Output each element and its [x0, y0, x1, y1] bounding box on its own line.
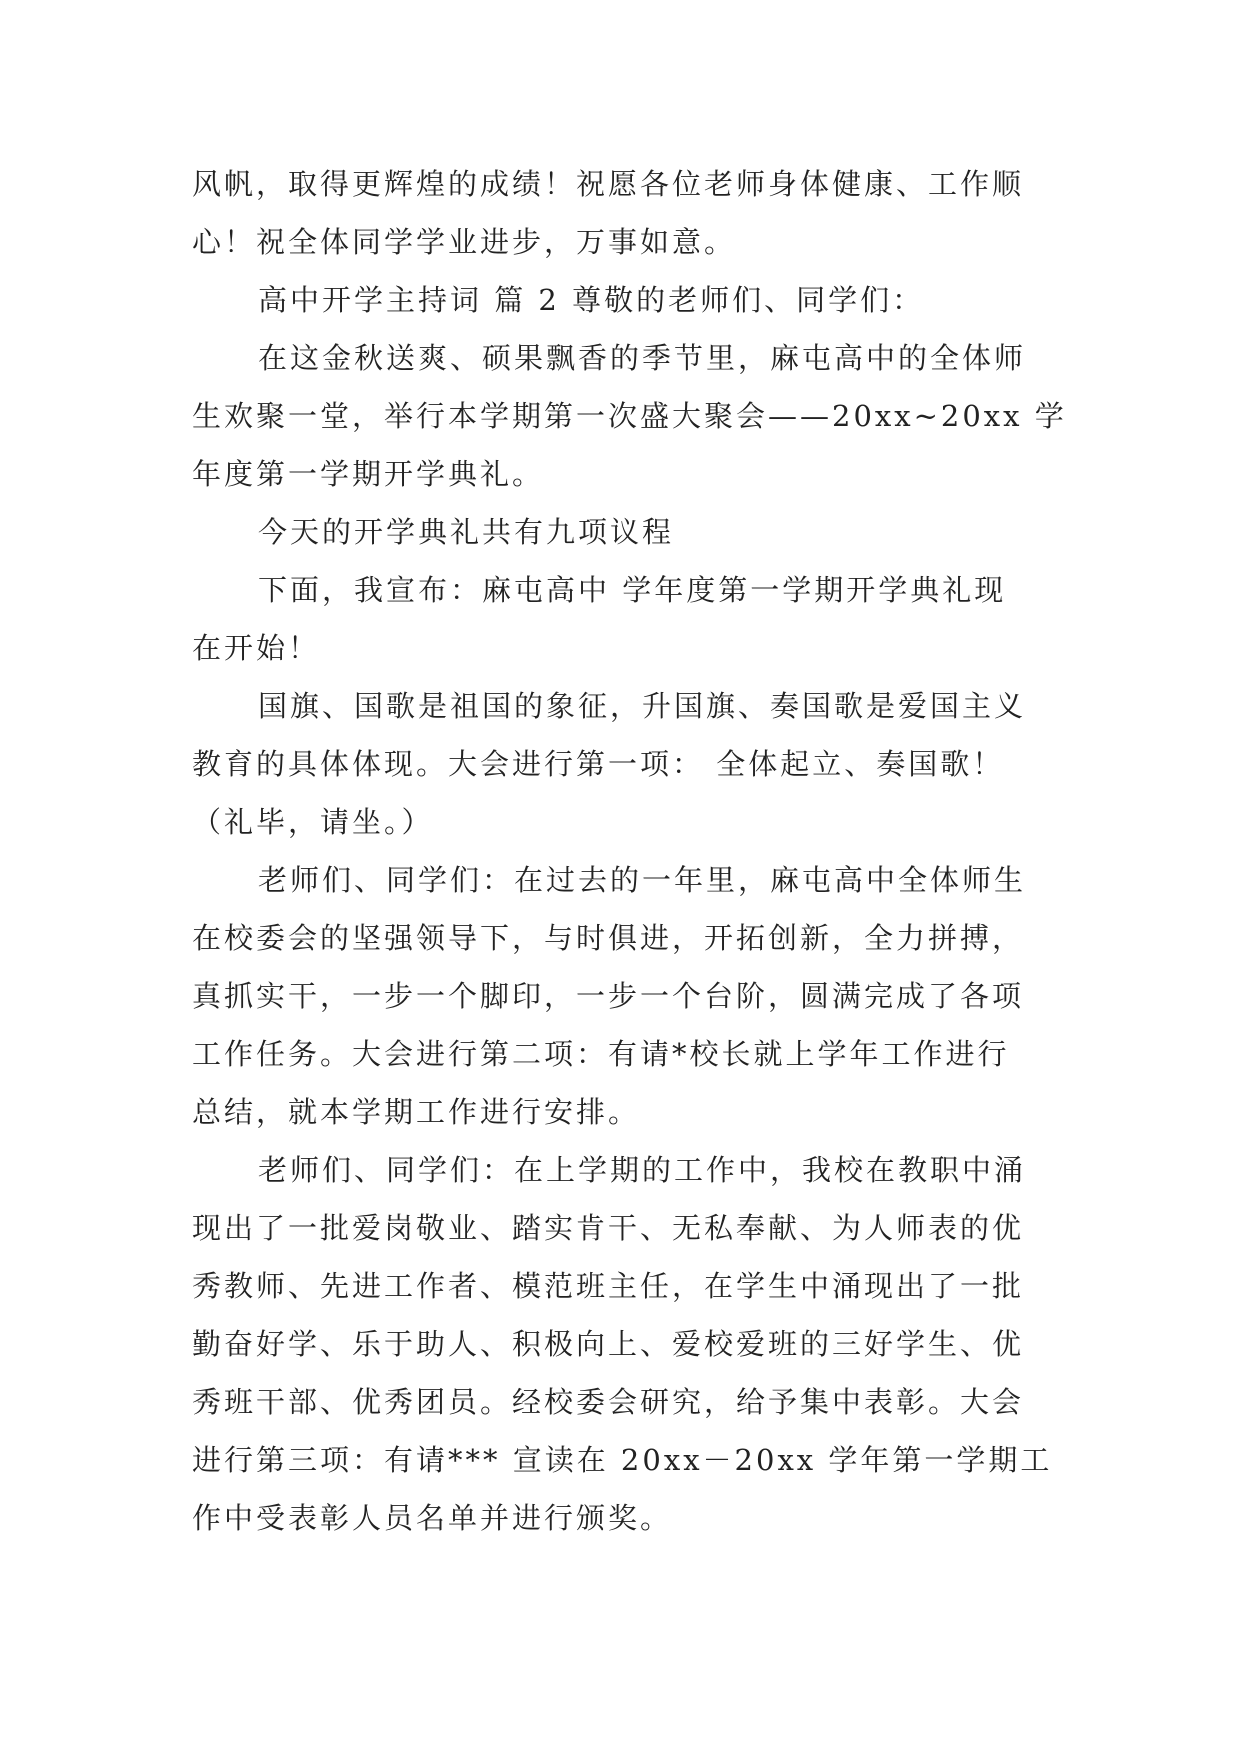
- text-line: 在这金秋送爽、硕果飘香的季节里，麻屯高中的全体师: [258, 341, 1027, 375]
- paragraph-4: [192, 503, 1058, 561]
- text-line: 国旗、国歌是祖国的象征，升国旗、奏国歌是爱国主义: [258, 689, 1027, 723]
- text-line: 心！祝全体同学学业进步，万事如意。: [192, 225, 737, 259]
- text-line: 生欢聚一堂，举行本学期第一次盛大聚会——20xx~20xx 学: [192, 399, 1067, 433]
- text-line: 作中受表彰人员名单并进行颁奖。: [192, 1501, 673, 1535]
- text-line: （礼毕，请坐。）: [192, 805, 434, 839]
- paragraph-5: [192, 561, 1058, 677]
- paragraph-8: [192, 1141, 1058, 1547]
- text-line: 进行第三项：有请*** 宣读在 20xx－20xx 学年第一学期工: [192, 1443, 1053, 1477]
- text-line: 下面，我宣布：麻屯高中 学年度第一学期开学典礼现: [258, 573, 1007, 607]
- text-line: 秀教师、先进工作者、模范班主任，在学生中涌现出了一批: [192, 1269, 1025, 1303]
- text-line: 现出了一批爱岗敬业、踏实肯干、无私奉献、为人师表的优: [192, 1211, 1025, 1245]
- text-line: 工作任务。大会进行第二项：有请*校长就上学年工作进行: [192, 1037, 1010, 1071]
- text-line: 老师们、同学们：在上学期的工作中，我校在教职中涌: [258, 1153, 1027, 1187]
- text-line: 教育的具体体现。大会进行第一项： 全体起立、奏国歌！: [192, 747, 1005, 781]
- text-line: 勤奋好学、乐于助人、积极向上、爱校爱班的三好学生、优: [192, 1327, 1025, 1361]
- paragraph-7: [192, 851, 1058, 1141]
- paragraph-2-heading: [192, 271, 1058, 329]
- text-line: 风帆，取得更辉煌的成绩！祝愿各位老师身体健康、工作顺: [192, 167, 1025, 201]
- paragraph-3: [192, 329, 1067, 503]
- text-line: 总结，就本学期工作进行安排。: [192, 1095, 641, 1129]
- text-line: 在校委会的坚强领导下，与时俱进，开拓创新，全力拼搏，: [192, 921, 1025, 955]
- text-line: 今天的开学典礼共有九项议程: [258, 515, 675, 549]
- document-body: [192, 155, 1067, 1547]
- text-line: 年度第一学期开学典礼。: [192, 457, 545, 491]
- text-line: 高中开学主持词 篇 2 尊敬的老师们、同学们：: [258, 283, 925, 317]
- text-line: 秀班干部、优秀团员。经校委会研究，给予集中表彰。大会: [192, 1385, 1025, 1419]
- text-line: 真抓实干，一步一个脚印，一步一个台阶，圆满完成了各项: [192, 979, 1025, 1013]
- text-line: 在开始！: [192, 631, 321, 665]
- paragraph-6: [192, 677, 1058, 851]
- text-line: 老师们、同学们：在过去的一年里，麻屯高中全体师生: [258, 863, 1027, 897]
- paragraph-1: [192, 155, 1058, 271]
